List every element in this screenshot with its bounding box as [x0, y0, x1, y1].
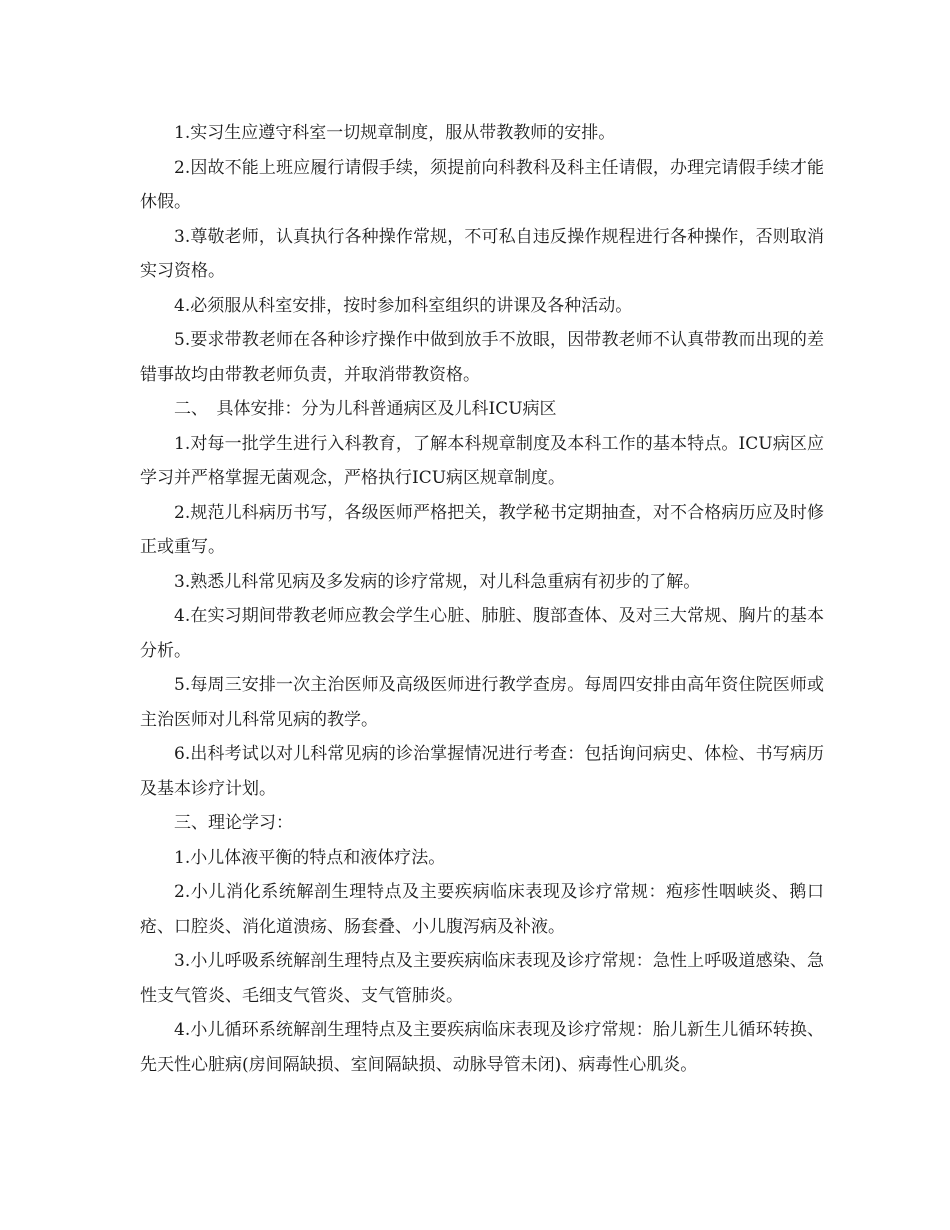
arrangement-item-4: 4.在实习期间带教老师应教会学生心脏、肺脏、腹部查体、及对三大常规、胸片的基本分析。	[140, 606, 824, 661]
rule-item-4: 4.必须服从科室安排，按时参加科室组织的讲课及各种活动。	[174, 295, 633, 316]
section-heading-theory: 三、理论学习：	[174, 813, 293, 833]
arrangement-item-2: 2.规范儿科病历书写，各级医师严格把关，教学秘书定期抽查，对不合格病历应及时修正或重写。	[140, 502, 824, 557]
theory-item-3: 3.小儿呼吸系统解剖生理特点及主要疾病临床表现及诊疗常规：急性上呼吸道感染、急性支气管炎、毛细支气管炎、支气管肺炎。	[140, 951, 824, 1006]
document-body	[140, 116, 824, 1082]
arrangement-item-6: 6.出科考试以对儿科常见病的诊治掌握情况进行考查：包括询问病史、体检、书写病历及基本诊疗计划。	[140, 744, 824, 799]
theory-item-1: 1.小儿体液平衡的特点和液体疗法。	[174, 847, 446, 868]
arrangement-item-5: 5.每周三安排一次主治医师及高级医师进行教学查房。每周四安排由高年资住院医师或主治医师对儿科常见病的教学。	[140, 675, 824, 730]
arrangement-item-3: 3.熟悉儿科常见病及多发病的诊疗常规，对儿科急重病有初步的了解。	[174, 571, 701, 592]
arrangement-item-1: 1.对每一批学生进行入科教育，了解本科规章制度及本科工作的基本特点。ICU病区应学习并严格掌握无菌观念，严格执行ICU病区规章制度。	[140, 433, 824, 488]
rule-item-2: 2.因故不能上班应履行请假手续，须提前向科教科及科主任请假，办理完请假手续才能休假。	[140, 157, 824, 212]
section-heading-arrangement: 二、 具体安排：分为儿科普通病区及儿科ICU病区	[174, 399, 557, 419]
theory-item-4: 4.小儿循环系统解剖生理特点及主要疾病临床表现及诊疗常规：胎儿新生儿循环转换、先天性心脏病(房间隔缺损、室间隔缺损、动脉导管未闭)、病毒性心肌炎。	[140, 1020, 824, 1075]
rule-item-5: 5.要求带教老师在各种诊疗操作中做到放手不放眼，因带教老师不认真带教而出现的差错事故均由带教老师负责，并取消带教资格。	[140, 330, 824, 385]
rule-item-1: 1.实习生应遵守科室一切规章制度，服从带教教师的安排。	[174, 123, 616, 143]
rule-item-3: 3.尊敬老师，认真执行各种操作常规，不可私自违反操作规程进行各种操作，否则取消实习资格。	[140, 226, 824, 281]
theory-item-2: 2.小儿消化系统解剖生理特点及主要疾病临床表现及诊疗常规：疱疹性咽峡炎、鹅口疮、口腔炎、消化道溃疡、肠套叠、小儿腹泻病及补液。	[140, 882, 824, 937]
